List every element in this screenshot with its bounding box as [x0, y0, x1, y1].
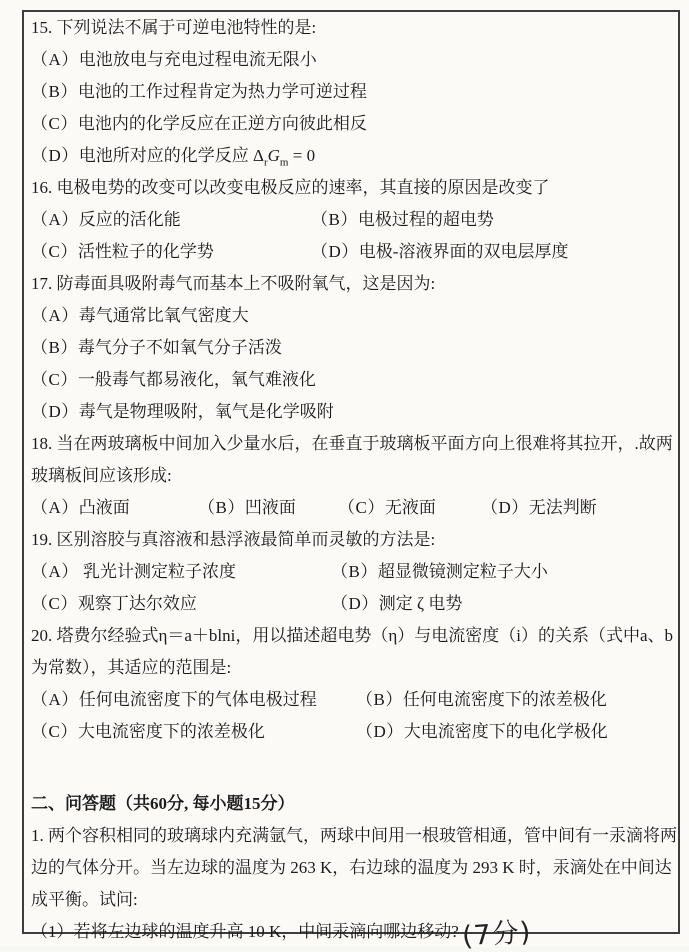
question-16-option-c: （C）活性粒子的化学势	[31, 242, 214, 261]
question-17-option-d	[31, 396, 679, 428]
question-15-option-c	[31, 108, 679, 140]
question-19-option-b: （B）超显微镜测定粒子大小	[331, 562, 548, 581]
question-16-option-b: （B）电极过程的超电势	[311, 210, 494, 229]
option-text: 电池放电与充电过程电流无限小	[78, 50, 317, 69]
option-text: 毒气分子不如氧气分子活泼	[77, 338, 282, 357]
question-20-options-row-2	[31, 716, 679, 748]
question-16-stem	[31, 172, 679, 204]
question-20-option-b: （B）任何电流密度下的浓差极化	[356, 690, 607, 709]
option-text: 电池所对应的化学反应	[78, 146, 254, 165]
option-label: （B）	[31, 338, 78, 357]
option-text: 毒气是物理吸附，氧气是化学吸附	[78, 402, 334, 421]
section-gap	[31, 748, 679, 788]
question-19-options-row-2	[31, 588, 679, 620]
question-17-option-c	[31, 364, 679, 396]
option-text: 毒气通常比氧气密度大	[78, 306, 249, 325]
question-20-option-c: （C）大电流密度下的浓差极化	[31, 722, 265, 741]
question-17-option-a	[31, 300, 679, 332]
question-19-stem	[31, 524, 679, 556]
question-20-stem-line-1	[31, 620, 679, 652]
question-18-option-a: （A）凸液面	[31, 498, 130, 517]
option-label: （D）	[31, 402, 79, 421]
option-label: （A）	[31, 306, 79, 325]
question-19-option-c: （C）观察丁达尔效应	[31, 594, 197, 613]
question-18-option-c: （C）无液面	[338, 498, 436, 517]
question-15-stem	[31, 12, 679, 44]
handwritten-score-annotation: (7分)	[460, 916, 533, 952]
question-18-options-row	[31, 492, 679, 524]
question-16-option-a: （A）反应的活化能	[31, 210, 181, 229]
question-text: 16. 电极电势的改变可以改变电极反应的速率，其直接的原因是改变了	[31, 178, 550, 197]
question-text: 17. 防毒面具吸附毒气而基本上不吸附氧气，这是因为:	[31, 274, 436, 293]
option-label: （B）	[31, 82, 78, 101]
question-18-option-d: （D）无法判断	[481, 498, 597, 517]
question-19-options-row-1	[31, 556, 679, 588]
option-text: 电池内的化学反应在正逆方向彼此相反	[77, 114, 367, 133]
option-label: （C）	[31, 114, 78, 133]
section-2-q1-sub-question-1: （1）若将左边球的温度升高 10 K，中间汞滴向哪边移动?(7分)	[31, 916, 533, 952]
option-text: 一般毒气都易液化，氧气难液化	[77, 370, 316, 389]
question-16-options-row-2	[31, 236, 679, 268]
question-text: 15. 下列说法不属于可逆电池特性的是:	[31, 18, 317, 37]
option-label: （D）	[31, 146, 79, 165]
section-2-q1-line-2: 边的气体分开。当左边球的温度为 263 K，右边球的温度为 293 K 时，汞滴处在中间达	[31, 858, 672, 877]
question-18-option-b: （B）凹液面	[198, 498, 296, 517]
question-17-option-b	[31, 332, 679, 364]
question-text: 20. 塔费尔经验式η＝a＋blni，用以描述超电势（η）与电流密度（i）的关系（式中a、b	[31, 626, 674, 645]
question-15-option-b	[31, 76, 679, 108]
question-17-stem	[31, 268, 679, 300]
section-2-heading: 二、问答题（共60分, 每小题15分）	[31, 794, 295, 813]
section-2-q1-line-1: 1. 两个容积相同的玻璃球内充满氩气，两球中间用一根玻管相通，管中间有一汞滴将两	[31, 826, 677, 845]
question-text: 19. 区别溶胶与真溶液和悬浮液最简单而灵敏的方法是:	[31, 530, 436, 549]
option-label: （C）	[31, 370, 78, 389]
exam-content	[31, 12, 679, 952]
question-20-option-a: （A）任何电流密度下的气体电极过程	[31, 690, 317, 709]
question-text: 18. 当在两玻璃板中间加入少量水后，在垂直于玻璃板平面方向上很难将其拉开，.故两	[31, 434, 673, 453]
question-20-options-row-1	[31, 684, 679, 716]
question-20-option-d: （D）大电流密度下的电化学极化	[356, 722, 608, 741]
question-19-option-a: （A） 乳光计测定粒子浓度	[31, 562, 237, 581]
question-18-stem-line-1	[31, 428, 679, 460]
question-text: 玻璃板间应该形成:	[31, 466, 172, 485]
section-2-q1-line-3: 成平衡。试问:	[31, 890, 138, 909]
question-15-option-a	[31, 44, 679, 76]
question-18-stem-line-2	[31, 460, 679, 492]
delta-r-gm-formula: $\Delta_rG_m = 0$	[253, 146, 316, 169]
question-text: 为常数），其适应的范围是:	[31, 658, 232, 677]
question-20-stem-line-2	[31, 652, 679, 684]
option-label: （A）	[31, 50, 79, 69]
question-16-options-row-1	[31, 204, 679, 236]
question-15-option-d	[31, 140, 679, 172]
question-19-option-d: （D）测定 ζ 电势	[331, 594, 463, 613]
option-text: 电池的工作过程肯定为热力学可逆过程	[77, 82, 367, 101]
question-16-option-d: （D）电极-溶液界面的双电层厚度	[311, 242, 569, 261]
